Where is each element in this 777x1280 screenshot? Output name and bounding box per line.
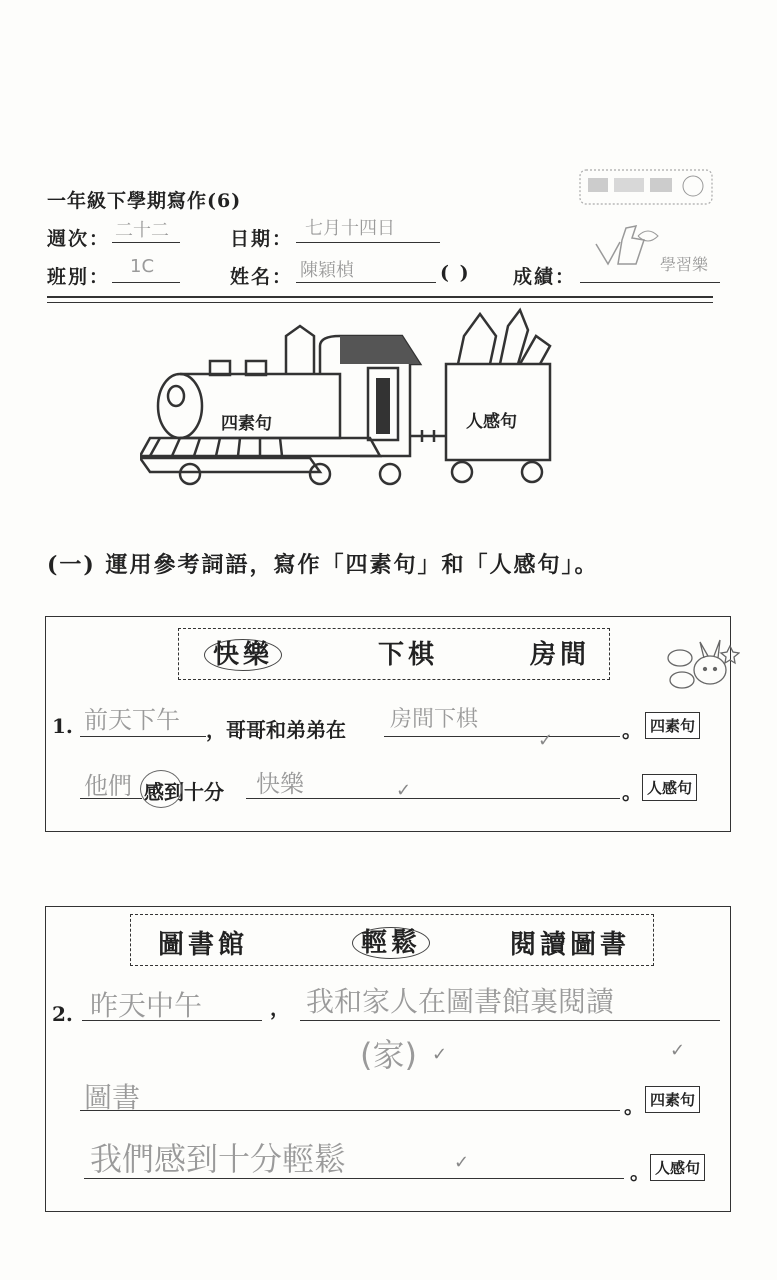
ex1-feeling-circle [140, 770, 182, 808]
ex2-period-1: 。 [624, 1094, 644, 1118]
check-mark-icon: ✓ [538, 730, 554, 751]
svg-text:學習樂: 學習樂 [660, 255, 709, 274]
bunny-sticker-icon [664, 636, 740, 698]
ex1-time-line [80, 736, 206, 737]
ex1-tag-four-element: 四素句 [645, 712, 700, 739]
name-line [296, 282, 436, 283]
header-divider [47, 296, 713, 303]
ex2-hand-rest: 我和家人在圖書館裏閱讀 [306, 985, 615, 1018]
worksheet-title: 一年級下學期寫作(6) [47, 190, 242, 212]
check-mark-icon: ✓ [454, 1152, 470, 1173]
date-label: 日期： [230, 228, 294, 250]
stamp-sticker [578, 166, 718, 286]
ex1-word-2: 下棋 [378, 640, 439, 670]
ex2-hand-correction: (家) [360, 1036, 417, 1074]
engine-label: 四素句 [221, 414, 272, 434]
ex2-comma: ， [270, 996, 290, 1020]
ex2-hand-time: 昨天中午 [90, 989, 203, 1022]
check-mark-icon: ✓ [670, 1040, 686, 1061]
name-label: 姓名： [230, 266, 294, 288]
ex1-line2-hand-start: 他們 [84, 772, 132, 800]
date-line [296, 242, 440, 243]
ex2-word-2-circled: 輕鬆 [352, 927, 430, 959]
ex1-hand-feeling: 快樂 [256, 770, 304, 798]
ex1-hand-place: 房間下棋 [390, 707, 479, 732]
ex1-text-mid: ，哥哥和弟弟在 [206, 718, 346, 742]
ex1-word-1-circled: 快樂 [204, 639, 282, 671]
class-label: 班別： [47, 266, 111, 288]
ex1-word-3: 房間 [530, 640, 591, 670]
week-label: 週次： [47, 228, 111, 250]
train-illustration [140, 306, 580, 496]
check-mark-icon: ✓ [432, 1044, 448, 1065]
ex2-rest-line [300, 1020, 720, 1021]
week-line [112, 242, 180, 243]
week-value: 二十二 [115, 220, 169, 241]
ex1-word-1 [204, 634, 282, 671]
ex2-word-3: 閱讀圖書 [510, 930, 631, 960]
ex2-line2 [80, 1110, 620, 1111]
ex1-period-1: 。 [622, 718, 642, 742]
ex2-word-2 [352, 922, 430, 959]
ex1-hand-time: 前天下午 [84, 706, 180, 734]
ex1-place-line [384, 736, 620, 737]
ex1-period-2: 。 [622, 780, 642, 804]
ex2-period-2: 。 [630, 1160, 650, 1184]
ex2-tag-person-feeling: 人感句 [650, 1154, 705, 1181]
ex2-tag-four-element: 四素句 [645, 1086, 700, 1113]
class-value: 1C [130, 256, 155, 277]
student-number: ( ) [440, 262, 471, 284]
ex2-number: 2. [52, 1002, 73, 1026]
ex1-number: 1. [52, 714, 73, 738]
name-value: 陳穎楨 [300, 260, 354, 281]
section-heading: (一) 運用參考詞語，寫作「四素句」和「人感句」。 [47, 552, 599, 578]
ex2-hand-line2: 圖書 [84, 1081, 141, 1114]
car-label: 人感句 [466, 412, 517, 432]
ex1-line2-printed: 感到十分 [144, 780, 224, 804]
class-line [112, 282, 180, 283]
ex1-tag-person-feeling: 人感句 [642, 774, 697, 801]
date-value: 七月十四日 [305, 218, 395, 239]
ex2-hand-line3: 我們感到十分輕鬆 [90, 1140, 347, 1178]
ex2-word-1: 圖書館 [158, 930, 249, 960]
check-mark-icon: ✓ [396, 780, 412, 801]
ex1-line2-start-line [80, 798, 142, 799]
grade-label: 成績： [513, 266, 577, 288]
